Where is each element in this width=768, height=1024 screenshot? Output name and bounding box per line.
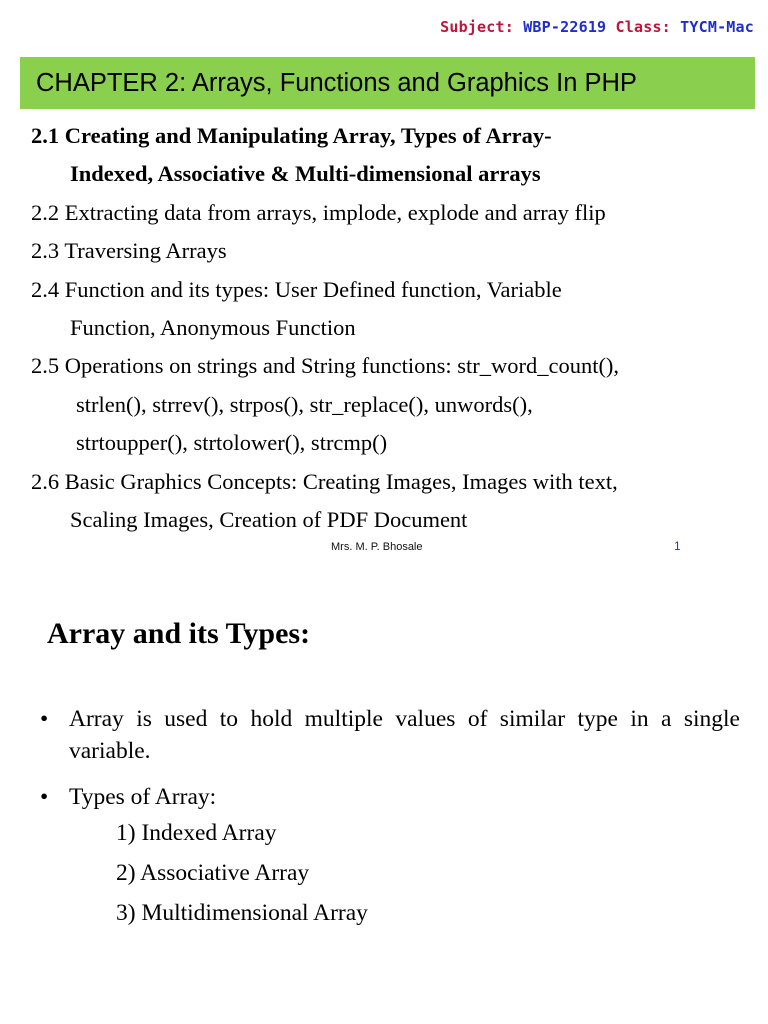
subject-class-header [440, 18, 754, 36]
class-label: Class: [615, 18, 671, 36]
subject-label: Subject: [440, 18, 514, 36]
bullet-text: Types of Array: [69, 784, 217, 810]
topic-line: strlen(), strrev(), strpos(), str_replace(), unwords(), [76, 391, 533, 417]
subject-value: WBP-22619 [523, 18, 607, 36]
slide-heading: Array and its Types: [47, 617, 311, 650]
bullet-item [40, 703, 740, 767]
topic-line: 2.4 Function and its types: User Defined function, Variable [31, 276, 562, 302]
topic-line: 2.5 Operations on strings and String functions: str_word_count(), [31, 353, 620, 379]
bullet-text: Array is used to hold multiple values of similar type in a single variable. [69, 706, 740, 764]
topic-line: 2.1 Creating and Manipulating Array, Types of Array- [31, 123, 552, 148]
array-type-item: 3) Multidimensional Array [116, 900, 368, 926]
chapter-banner [20, 57, 755, 109]
bullet-item [40, 781, 740, 933]
class-value: TYCM-Mac [680, 18, 754, 36]
slide-array-types [0, 570, 768, 1024]
bullet-dot: • [40, 784, 49, 810]
topic-line: 2.6 Basic Graphics Concepts: Creating Images, Images with text, [31, 468, 618, 494]
bullet-dot: • [40, 706, 49, 732]
topic-line: 2.2 Extracting data from arrays, implode, explode and array flip [31, 199, 606, 225]
chapter-title: CHAPTER 2: Arrays, Functions and Graphics In PHP [36, 68, 637, 97]
bullet-list [40, 703, 740, 947]
topic-line: 2.3 Traversing Arrays [31, 238, 227, 264]
array-type-list [69, 813, 740, 933]
array-type-item: 2) Associative Array [116, 860, 310, 886]
footer-author: Mrs. M. P. Bhosale [331, 541, 423, 553]
topic-line: strtoupper(), strtolower(), strcmp() [76, 430, 388, 456]
chapter-topic-list [31, 117, 751, 539]
topic-line: Function, Anonymous Function [70, 314, 356, 340]
page-number: 1 [674, 539, 681, 553]
topic-line: Scaling Images, Creation of PDF Document [70, 506, 468, 532]
topic-line: Indexed, Associative & Multi-dimensional arrays [70, 161, 541, 187]
array-type-item: 1) Indexed Array [116, 820, 277, 846]
